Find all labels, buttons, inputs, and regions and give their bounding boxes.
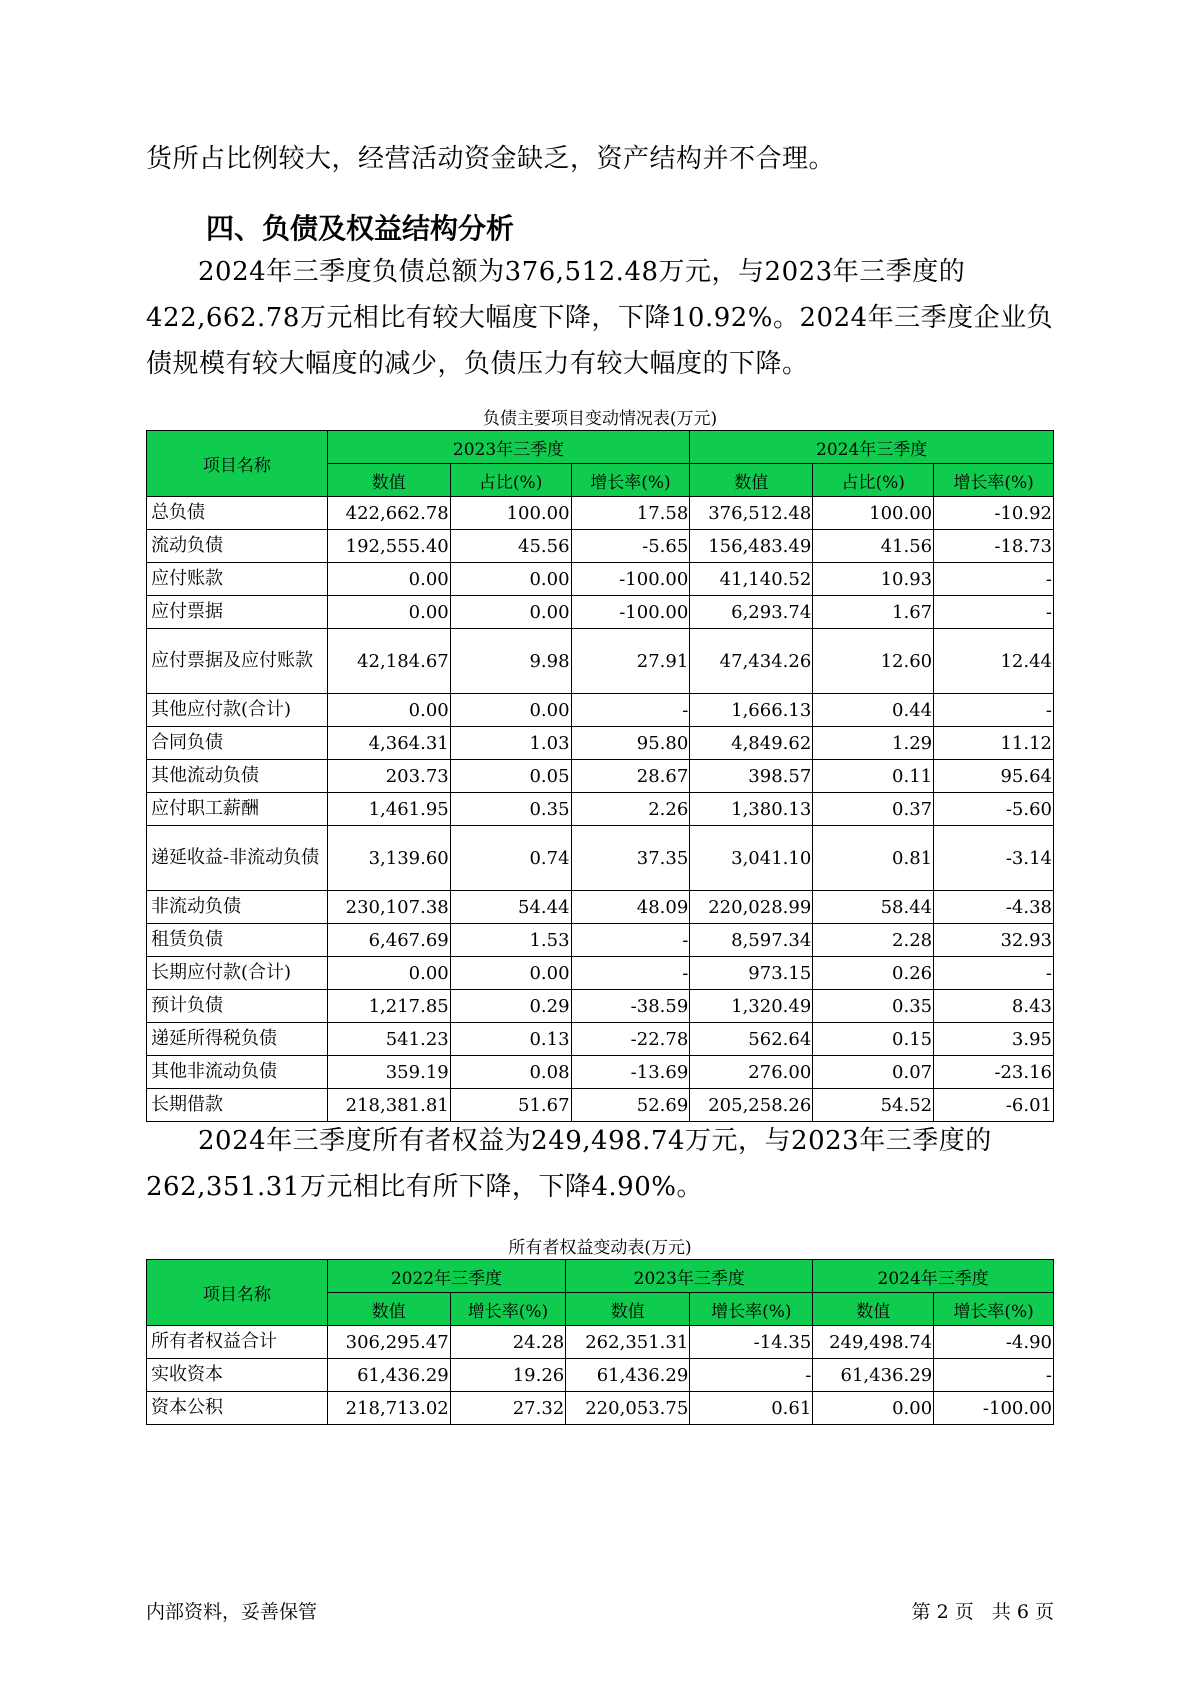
table-cell: 0.29 [450, 990, 571, 1023]
table-row [147, 497, 1054, 530]
table-cell: 54.44 [450, 891, 571, 924]
paragraph-asset-conclusion: 货所占比例较大，经营活动资金缺乏，资产结构并不合理。 [146, 144, 836, 174]
table-cell: 541.23 [327, 1023, 450, 1056]
table-cell: -100.00 [934, 1392, 1054, 1425]
table-cell: -23.16 [934, 1056, 1054, 1089]
table-cell: -38.59 [571, 990, 690, 1023]
row-label: 实收资本 [147, 1359, 328, 1392]
table-cell: 220,028.99 [690, 891, 813, 924]
table-cell: 0.81 [813, 826, 934, 891]
row-label: 应付职工薪酬 [147, 793, 328, 826]
row-label: 递延所得税负债 [147, 1023, 328, 1056]
table-cell: 3,041.10 [690, 826, 813, 891]
table-cell: 11.12 [934, 727, 1054, 760]
table-cell: - [571, 694, 690, 727]
row-label: 非流动负债 [147, 891, 328, 924]
header-growth: 增长率(%) [934, 464, 1054, 497]
table-cell: 28.67 [571, 760, 690, 793]
table-cell: - [690, 1359, 813, 1392]
table-cell: -22.78 [571, 1023, 690, 1056]
table-cell: 0.00 [327, 957, 450, 990]
table-cell: 203.73 [327, 760, 450, 793]
header-item-name: 项目名称 [147, 431, 328, 497]
table-cell: 249,498.74 [813, 1326, 934, 1359]
footer-confidential-note: 内部资料，妥善保管 [146, 1601, 318, 1623]
table-cell: 0.00 [327, 596, 450, 629]
liabilities-table-caption: 负债主要项目变动情况表(万元) [482, 409, 718, 429]
table-cell: 1.67 [813, 596, 934, 629]
table-cell: -100.00 [571, 563, 690, 596]
table-cell: 10.93 [813, 563, 934, 596]
table-row [147, 530, 1054, 563]
table-cell: -10.92 [934, 497, 1054, 530]
row-label: 应付票据 [147, 596, 328, 629]
table-cell: 0.15 [813, 1023, 934, 1056]
table-cell: 6,293.74 [690, 596, 813, 629]
paragraph-equity: 2024年三季度所有者权益为249,498.74万元，与2023年三季度的262,351.31万元相比有所下降，下降4.90%。 [146, 1126, 992, 1202]
table-cell: -14.35 [690, 1326, 813, 1359]
row-label: 其他流动负债 [147, 760, 328, 793]
table-cell: -18.73 [934, 530, 1054, 563]
table-cell: 95.80 [571, 727, 690, 760]
header-growth: 增长率(%) [690, 1293, 813, 1326]
table-cell: 51.67 [450, 1089, 571, 1122]
table-cell: 276.00 [690, 1056, 813, 1089]
table-cell: 24.28 [450, 1326, 566, 1359]
table-row [147, 826, 1054, 891]
table-cell: 1.03 [450, 727, 571, 760]
table-cell: 376,512.48 [690, 497, 813, 530]
table-cell: 17.58 [571, 497, 690, 530]
section-heading: 四、负债及权益结构分析 [206, 212, 515, 245]
table-cell: - [934, 694, 1054, 727]
table-cell: 156,483.49 [690, 530, 813, 563]
table-row [147, 990, 1054, 1023]
row-label: 其他非流动负债 [147, 1056, 328, 1089]
header-value: 数值 [327, 1293, 450, 1326]
table-row [147, 1023, 1054, 1056]
table-cell: 1,320.49 [690, 990, 813, 1023]
table-cell: 0.37 [813, 793, 934, 826]
table-row [147, 596, 1054, 629]
header-share: 占比(%) [450, 464, 571, 497]
table-cell: 230,107.38 [327, 891, 450, 924]
table-cell: 0.11 [813, 760, 934, 793]
table-cell: 54.52 [813, 1089, 934, 1122]
row-label: 所有者权益合计 [147, 1326, 328, 1359]
table-cell: -100.00 [571, 596, 690, 629]
table-row [147, 793, 1054, 826]
table-cell: 100.00 [450, 497, 571, 530]
row-label: 长期应付款(合计) [147, 957, 328, 990]
table-row [147, 629, 1054, 694]
table-cell: 12.60 [813, 629, 934, 694]
table-cell: 1,217.85 [327, 990, 450, 1023]
table-cell: 2.26 [571, 793, 690, 826]
row-label: 合同负债 [147, 727, 328, 760]
table-cell: 0.00 [450, 957, 571, 990]
liabilities-table [146, 430, 1054, 1122]
table-cell: 27.91 [571, 629, 690, 694]
table-cell: 1,380.13 [690, 793, 813, 826]
header-value: 数值 [690, 464, 813, 497]
table-cell: -13.69 [571, 1056, 690, 1089]
table-cell: 0.13 [450, 1023, 571, 1056]
paragraph-liabilities: 2024年三季度负债总额为376,512.48万元，与2023年三季度的422,662.78万元相比有较大幅度下降，下降10.92%。2024年三季度企业负债规模有较大幅度的减少，负债压力有较大幅度的下降。 [146, 257, 1054, 379]
row-label: 长期借款 [147, 1089, 328, 1122]
table-cell: 0.35 [813, 990, 934, 1023]
header-period-2023: 2023年三季度 [566, 1260, 813, 1293]
table-cell: 61,436.29 [327, 1359, 450, 1392]
table-cell: 359.19 [327, 1056, 450, 1089]
table-cell: - [571, 924, 690, 957]
table-row [147, 891, 1054, 924]
table-cell: 220,053.75 [566, 1392, 690, 1425]
table-cell: 398.57 [690, 760, 813, 793]
table-cell: 3.95 [934, 1023, 1054, 1056]
table-cell: 205,258.26 [690, 1089, 813, 1122]
table-row [147, 760, 1054, 793]
header-growth: 增长率(%) [934, 1293, 1054, 1326]
row-label: 总负债 [147, 497, 328, 530]
header-growth: 增长率(%) [450, 1293, 566, 1326]
equity-table-caption: 所有者权益变动表(万元) [508, 1238, 692, 1258]
table-cell: -6.01 [934, 1089, 1054, 1122]
header-period-2022: 2022年三季度 [327, 1260, 566, 1293]
table-cell: -4.90 [934, 1326, 1054, 1359]
header-share: 占比(%) [813, 464, 934, 497]
table-row [147, 1359, 1054, 1392]
header-item-name: 项目名称 [147, 1260, 328, 1326]
row-label: 资本公积 [147, 1392, 328, 1425]
table-cell: 32.93 [934, 924, 1054, 957]
table-cell: 48.09 [571, 891, 690, 924]
table-cell: 2.28 [813, 924, 934, 957]
table-cell: 0.44 [813, 694, 934, 727]
header-value: 数值 [813, 1293, 934, 1326]
table-row [147, 957, 1054, 990]
table-cell: 27.32 [450, 1392, 566, 1425]
table-cell: 0.07 [813, 1056, 934, 1089]
table-cell: -4.38 [934, 891, 1054, 924]
header-period-2024: 2024年三季度 [690, 431, 1054, 464]
header-period-2023: 2023年三季度 [327, 431, 690, 464]
table-cell: -3.14 [934, 826, 1054, 891]
table-cell: 61,436.29 [566, 1359, 690, 1392]
table-cell: - [934, 563, 1054, 596]
table-cell: 0.08 [450, 1056, 571, 1089]
table-cell: - [934, 1359, 1054, 1392]
table-cell: 0.74 [450, 826, 571, 891]
row-label: 应付票据及应付账款 [147, 629, 328, 694]
table-cell: 58.44 [813, 891, 934, 924]
table-cell: 95.64 [934, 760, 1054, 793]
table-cell: 1,666.13 [690, 694, 813, 727]
row-label: 租赁负债 [147, 924, 328, 957]
table-cell: 0.00 [813, 1392, 934, 1425]
table-cell: 6,467.69 [327, 924, 450, 957]
table-cell: 0.00 [450, 694, 571, 727]
row-label: 其他应付款(合计) [147, 694, 328, 727]
table-cell: 47,434.26 [690, 629, 813, 694]
table-cell: 0.00 [327, 694, 450, 727]
table-cell: 262,351.31 [566, 1326, 690, 1359]
equity-table [146, 1259, 1054, 1425]
table-cell: 41.56 [813, 530, 934, 563]
table-cell: 0.26 [813, 957, 934, 990]
table-cell: 8,597.34 [690, 924, 813, 957]
table-cell: 37.35 [571, 826, 690, 891]
table-cell: 192,555.40 [327, 530, 450, 563]
table-cell: 0.00 [327, 563, 450, 596]
table-cell: - [571, 957, 690, 990]
table-cell: 41,140.52 [690, 563, 813, 596]
table-cell: 45.56 [450, 530, 571, 563]
header-growth: 增长率(%) [571, 464, 690, 497]
table-row [147, 924, 1054, 957]
table-cell: 61,436.29 [813, 1359, 934, 1392]
table-cell: 306,295.47 [327, 1326, 450, 1359]
table-cell: 0.61 [690, 1392, 813, 1425]
table-row [147, 694, 1054, 727]
table-cell: 1,461.95 [327, 793, 450, 826]
table-cell: 0.05 [450, 760, 571, 793]
table-row [147, 727, 1054, 760]
table-cell: 0.35 [450, 793, 571, 826]
table-cell: 0.00 [450, 563, 571, 596]
table-cell: - [934, 596, 1054, 629]
header-value: 数值 [327, 464, 450, 497]
table-cell: 218,381.81 [327, 1089, 450, 1122]
table-cell: 42,184.67 [327, 629, 450, 694]
table-row [147, 1392, 1054, 1425]
table-cell: 3,139.60 [327, 826, 450, 891]
table-row [147, 1056, 1054, 1089]
table-cell: 8.43 [934, 990, 1054, 1023]
header-period-2024: 2024年三季度 [813, 1260, 1054, 1293]
row-label: 流动负债 [147, 530, 328, 563]
row-label: 应付账款 [147, 563, 328, 596]
table-cell: -5.65 [571, 530, 690, 563]
table-cell: 562.64 [690, 1023, 813, 1056]
table-cell: 100.00 [813, 497, 934, 530]
header-value: 数值 [566, 1293, 690, 1326]
row-label: 递延收益-非流动负债 [147, 826, 328, 891]
table-cell: -5.60 [934, 793, 1054, 826]
table-row [147, 1089, 1054, 1122]
table-cell: 0.00 [450, 596, 571, 629]
table-cell: 52.69 [571, 1089, 690, 1122]
table-cell: 218,713.02 [327, 1392, 450, 1425]
table-cell: 422,662.78 [327, 497, 450, 530]
table-row [147, 563, 1054, 596]
table-cell: 12.44 [934, 629, 1054, 694]
footer-page-number: 第 2 页 共 6 页 [911, 1601, 1054, 1623]
table-cell: 4,849.62 [690, 727, 813, 760]
table-cell: 19.26 [450, 1359, 566, 1392]
table-cell: 1.53 [450, 924, 571, 957]
table-cell: 4,364.31 [327, 727, 450, 760]
table-cell: 9.98 [450, 629, 571, 694]
table-cell: 973.15 [690, 957, 813, 990]
table-row [147, 1326, 1054, 1359]
table-cell: 1.29 [813, 727, 934, 760]
row-label: 预计负债 [147, 990, 328, 1023]
table-cell: - [934, 957, 1054, 990]
